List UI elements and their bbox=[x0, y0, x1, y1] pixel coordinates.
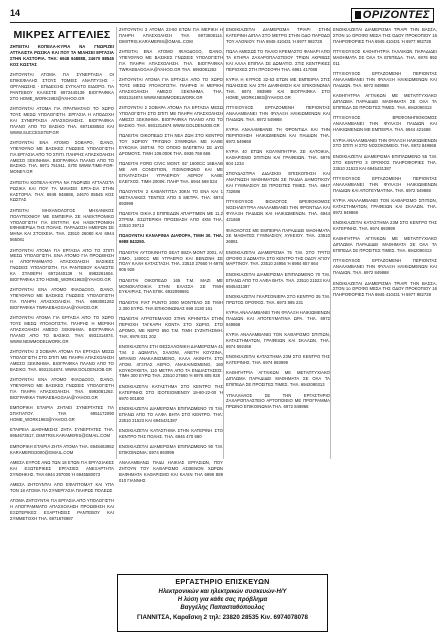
classified-ad: ΑΝΑΛΑΜΒΑΝΩ ΠΑΙΔΙ ΗΛΙΚΙΑΣ ΕΡΓΑΣΙΩΝ, ΠΟΥ ΖΗΤΟΥΝ ΤΟΥ ΚΑΘΑΡΙΣΜΟ ΑΣΘΕΝΟΝ ΧΩΡΩΝ ΒΑΦΗΜΑΤΑ ΚΑΘΑΡΙΣΜΟ ΚΑΙ ΚΑΛΙΝ ΤΗΛ 6998 889 010 ΓΙΑΝΝΗΣ bbox=[119, 460, 223, 484]
classified-ad: ΠΩΛΕΙΤΑΙ FORD CIVIC ΜΟΝΤ. 92' 1600CC 16ΒΑΛΒ ΜΕ AIR CONDITION, ΠΙΣΙΝΟΦΩΝΟ ΚΑΙ ΜΕ ΕΓΚΑΤΑΣΤΑΣΗ ΥΓΡΑΕΡΙΟΥ ΑΕΡΙΟΥ ΚΑΘΕ ΕΛΕΓΧΟΣ. ΤΙΜΗ 2000€. ΠΛΗΡ ΤΗΛ. 6944 568 534 bbox=[119, 161, 223, 184]
classified-ad: ΚΑΘΗΓΗΤΡΙΑ ΑΓΓΛΙΚΩΝ ΜΕ ΜΕΤΑΠΤΥΧΙΑΚΟ ΔΙΠΛΩΜΑ ΠΑΡΑΔΙΔΕΙ ΜΑΘΗΜΑΤΑ ΣΕ ΟΛΑ ΤΑ ΕΠΙΠΕΔΑ ΣΕ ΠΡΟΣΙΤΕΣ ΤΙΜΕΣ. ΤΗΛ. 6942090313 bbox=[333, 236, 437, 254]
classified-ad: ΕΝΟΙΚΙΑΖΕΤΑΙ ΚΑΤΑΣΤΗΜΑ 23Μ ΣΤΟ ΚΕΝΤΡΟ ΤΗΣ ΚΑΤΕΡΙΝΗΣ. ΤΗΛ. 6974 893999 bbox=[333, 220, 437, 231]
classified-ad: ΕΝΟΙΚΙΑΖΕΤΑΙ ΔΙΑΜΕΡΙΣΜΑ ΤΡΙΑΡΙ ΣΤΗΝ ΚΑΤΕΡΙΝΗ ΔΙΠΛΑ ΣΤΟ ΜΕΤΡΟ ΣΤΗΝ ΟΔΟ ΠΑΡΟΔΟ ΤΟΥ ΑΛΟΝΙΟΥ. ΤΗΛ 6945 410431 Ή 6977 982728 bbox=[226, 27, 330, 44]
classified-ad: ΠΩΛΟΥΝΤΑΙ 2 ΚΑΒΑΝΤΙΤΣΑ 30ΚΝ ΤΟ ΕΝΑ ΚΑΙ 1 ΜΕΤΑΛΛΙΚΕΣ ΤΕΝΤΕΣ ΑΠΟ 5 ΜΕΤΡΑ. ΤΗΛ: 6974 893999 bbox=[119, 189, 223, 206]
classified-ad: ΠΩΛΕΙΤΑΙ ΟΙΚΟΠΕΔΟ ΣΤΗ ΝΕΑ ΖΩΗ ΣΤΟ ΚΕΝΤΡΟ ΤΟΥ ΧΩΡΙΟΥ ΤΡΙΓΩΝΟ ΣΥΜΦΩΝΑ ΜΕ ΚΑΘΕ ΕΥΚΟΛΙΑ 150Τ.Μ. ΤΟ ΟΠΟΙΟ ΒΛΕΠΕΤΑΙ ΣΕ ΔΥΟ ΔΡΟΜΟΥΣ. ΤΙΜΗ 108.000€ ΤΗΛ. 6936 768 666 bbox=[119, 133, 223, 156]
classified-ad: ΖΗΤΟΥΝΤΑΙ 3 ΑΤΟΜΑ 23-50 ΕΤΩΝ ΓΙΑ ΜΕΡΙΚΗ Η ΠΛΗΡΗ ΑΠΑΣΧΟΛΗΣΗ ΤΗΛ 6973508114. DIMITRIS.KARAMERIS@GMAIL.COM bbox=[119, 27, 223, 44]
classified-ad: ΠΩΛΕΙΤΑΙ ΑΥΤΟΚΙΝΗΤΟ SEAT IBIZA ΜΟΝΤ 2001, Α/ΣΙΜΟ, 1400CC ΜΕ ΥΓΡΑΕΡΙΟ ΚΑΙ ΒΕΝΖΙΝΗ ΣΕ ΠΟΛΥ ΚΑΛΗ ΚΑΤΑΣΤΑΣΗ. ΤΗΛ. 23510 27660 Ή 6976 805 928 bbox=[119, 249, 223, 273]
classified-ad: ΕΜΠΟΡΙΚΗ ΕΤΑΙΡΙΑ ΖΗΤΑ ΑΤΟΜΑ ΤΗΛ. 6948463952 KARAMERIS2000@GMAIL.COM bbox=[10, 443, 114, 455]
classified-ad: ΖΗΤΟΥΝΤΑΙ ΑΤΟΜΑ ΓΙΑ ΣΥΝΕΡΓΑΣΙΑ ΟΙ ΕΠΙΚΕΦΑΛΗΣ ΣΤΟΥΣ ΤΟΜΕΙΣ ΑΝΑΠΤΥΞΗΣ - ΟΡΓΑΝΩΣΗΣ - ΕΠΙΔΕΙΞΗΣ ΣΥΓΚΑΙΤΟ ΕΙΔΟΡΟ. ΓΙΑ ΡΑΝΤΕΒΟΥ ΚΑΛΕΣΤΕ 6972440139 ΒΙΟΓΡΑΦΙΚΑ ΣΤΟ HOME_WORK1983@YAHOO.GR bbox=[10, 72, 114, 101]
classified-ad: ΕΝΟΙΚΙΑΖΕΤΑΙ ΔΙΑΜΕΡΙΣΜΑ ΤΡΙΑΡΙ ΤΗΝ ΒΑΣΣΑ, ΣΤΟΝ 1ο ΟΡΟΦΟ ΜΕΣΑ ΤΗΣ ΟΔΟΥ ΠΡΟΚΟΠΙΟΥ 16 ΠΛΗΡΟΦΟΡΙΕΣ ΤΗΛ 6945 410431 Ή 6977 982728 bbox=[333, 27, 437, 44]
classified-ad: ΕΝΟΙΚΙΑΖΕΤΑΙ ΔΙΑΜΕΡΙΣΜΑ ΕΠΙΠΛΩΜΕΝΟ 90 Τ.Μ. ΕΠΙΚΟΙΝΩΝΙΑ: 6974 893999 bbox=[119, 444, 223, 456]
classified-ad: ΕΝΟΙΚΙΑΖΕΤΑΙ ΚΑΤΑΣΤΗΜΑ ΣΤΟ ΚΕΝΤΡΟ ΤΗΣ ΚΑΤΕΡΙΝΗΣ ΣΤΟ ΙΣΟΓΕΙΟΜΕΝΟΥ 18-80-22-00 Ή 6970 001800 bbox=[119, 383, 223, 401]
classified-ad: ΚΥΡΙΑ ΑΝΑΛΑΜΒΑΝΕΙ ΤΗΝ ΦΥΛΑΞΗ ΗΛΙΚΙΩΜΕΝΩΝ ΠΑΙΔΙΩΝ ΚΑΙ ΑΠΟΓΕΥΜΑΤΙΝΑ ΩΡΑ. ΤΗΛ. 6972 849868 bbox=[226, 310, 330, 327]
classified-ad: ΕΜΠΟΡΙΚΗ ΕΤΑΙΡΙΑ ΖΗΤΑΕΙ ΣΥΝΕΡΓΑΤΕΣ ΓΙΑ ΣΠΑΤΙΑΤΟΥ. ΤΗΛ 6951172090 HOME_WORK1983@YAHOO.GR bbox=[10, 405, 114, 423]
classified-ad: ΠΤΥΧΙΟΥΧΟΣ ΕΡΓΑΖΟΜΕΝΗ ΠΕΡΙΟΝΤΑΣ ΑΝΑΛΑΜΒΑΝΕΙ ΤΗΝ ΦΥΛΑΞΗ ΗΛΙΚΙΩΜΕΝΩΝ ΚΑΙ ΠΑΙΔΙΩΝ. ΤΗΛ. 6972 849868 bbox=[333, 258, 437, 276]
classified-ad: ΕΝΟΙΚΙΑΖΕΤΑΙ ΚΑΤΑΣΤΗΜΑ 23Μ ΣΤΟ ΚΕΝΤΡΟ ΤΗΣ ΚΑΤΕΡΙΝΗΣ. ΤΗΛ. 6974 893999 bbox=[226, 354, 330, 366]
classified-ad: ΠΤΥΧΙΟΥΧΟΣ ΒΡΕΦΟΝΗΠΙΟΚΟΜΟΣ ΑΝΑΛΑΜΒΑΝΕΙ ΤΗΝ ΦΥΛΑΞΗ ΠΑΙΔΙΩΝ ΚΑΙ ΗΛΙΚΙΩΜΕΝΩΝ ΜΕ ΕΜΠΕΙΡΙΑ. ΤΗΛ. 6944 421668 bbox=[333, 115, 437, 133]
classified-ad: ΕΝΟΙΚΙΑΖΕΤΑΙ ΔΙΑΜΕΡΙΣΜΑ ΕΠΙΠΛΩΜΕΝΟ 70 Τ.Μ. ΕΠΑΝΩ ΑΠΟ ΤΟ ΑΛΦΑ ΒΗΤΑ ΣΤΟ ΚΕΝΤΡΟ. ΤΗΛ: 23510 21523 ΚΑΙ 6945431387 bbox=[119, 405, 223, 423]
classified-ad: ΚΥΡΙΑ ΑΝΑΛΑΜΒΑΝΕΙ ΤΗΝ ΦΥΛΑΞΗ ΗΛΙΚΙΩΜΕΝΩΝ ΣΤΟ ΣΠΙΤΙ Η ΣΤΟ ΝΟΣΟΚΟΜΕΙΟ. ΤΗΛ. 6972 849868 bbox=[333, 137, 437, 149]
classified-ad: ΠΩΛΕΙΤΑΙ FIAT PUNTO 2000 ΜΟΝΤΕΛΟ ΣΕ ΤΙΜΗ 2.300 ΕΥΡΩ. ΤΗΛ ΕΠΙΚΟΙΝΩΝΙΑΣ 699 2130 161 bbox=[119, 299, 223, 311]
classified-ad: ΚΥΡΙΑ 40 ΕΤΩΝ ΚΟΛΥΜΠΗΤΡΙΑ ΣΕ ΚΑΤΟΙΚΙΑ, ΚΑΘΑΡΙΣΜΟ ΣΠΙΤΙΩΝ ΚΑΙ ΓΡΑΦΕΙΩΝ. ΤΗΛ. 6976 804 1234 bbox=[226, 149, 330, 167]
page-number: 14 bbox=[10, 8, 21, 18]
classified-ad: ΖΗΤΟΥΝΤΑΙ 3 ΣΟΒΑΡΑ ΑΤΟΜΑ ΓΙΑ ΕΡΓΑΣΙΑ ΜΕΣΩ ΥΠΟΛΟΓΙΣΤΗ ΣΤΟ ΣΠΙΤΙ ΜΕ ΠΛΗΡΗ ΑΠΑΣΧΟΛΗΣΗ ΑΜΕΣΟ ΞΕΚΙΝΗΜΑ. ΒΙΟΓΡΑΦΙΚΑ ΠΛΑΝΟ ΑΠΟ ΤΟ ΒΑΣΙΚΟ. ΤΗΛ. 6931314874. WWW.GOLDENJOB.GR bbox=[10, 349, 114, 373]
column-divider bbox=[116, 27, 117, 459]
classified-ad: ΠΩΛΑ ΑΜΕΣΩΣ ΤΟ ΠΑΛΙΟ ΚΡΕΜΑΣΤΟ ΦΑΝΑΡΙ ΑΠΟ ΤΑ ΚΤΗΡΙΑ ΖΑΧΑΡΟΠΛΑΣΤΕΙΟΥ ΤΡΙΩΝ ΑΚΡΙΒΩΣ ΚΑΙ ΑΛΛΑ ΕΠΙΠΛΑ ΣΕ ΔΩΜΑΤΙΟ. ΣΤΙΣ ΚΕΝΤΡΙΚΕΣ ΠΕΡΙΟΧΕΣ ΣΤΗ ΠΡΟΣΟΨΗ ΤΗΛ. 6981 417088 bbox=[226, 49, 330, 72]
classified-ad: ΚΥΡΙΑ ΑΝΑΛΑΜΒΑΝΕΙ ΤΟΝ ΚΑΘΑΡΙΣΜΟ ΣΠΙΤΙΩΝ, ΚΑΤΑΣΤΗΜΑΤΩΝ, ΓΡΑΦΕΙΩΝ ΚΑΙ ΣΚΑΛΩΝ. ΤΗΛ. 6974 692468 bbox=[226, 332, 330, 349]
classifieds-column-3 bbox=[226, 27, 330, 459]
classified-ad: ΚΥΡΙΑ ΑΝΑΛΑΜΒΑΝΕΙ ΤΟΝ ΚΑΘΑΡΙΣΜΟ ΣΠΙΤΙΩΝ, ΚΑΤΑΣΤΗΜΑΤΩΝ, ΓΡΑΦΕΙΩΝ ΚΑΙ ΣΚΑΛΩΝ. ΤΗΛ. 6972 849868 bbox=[333, 197, 437, 215]
classified-ad: ΕΝΟΙΚΙΑΖΕΤΑΙ ΔΙΑΜΕΡΙΣΜΑ ΤΡΙΑΡΙ ΤΗΝ ΒΑΣΣΑ, ΣΤΟΝ 1ο ΟΡΟΦΟ ΜΕΣΑ ΤΗΣ ΟΔΟΥ ΠΡΟΚΟΠΙΟΥ 16 ΠΛΗΡΟΦΟΡΙΕΣ ΤΗΛ 6945 410431 Ή 6977 982728 bbox=[333, 280, 437, 298]
classified-ad: ΕΝΟΙΚΙΑΖΕΤΑΙ ΚΑΤΑΣΤΗΜΑ ΣΤΗΝ ΚΑΤΕΡΙΝΗ ΣΤΟ ΚΕΝΤΡΟ ΤΗΣ ΠΟΛΗΣ. ΤΗΛ. 6945 470 680 bbox=[119, 428, 223, 439]
classified-ad: ΖΗΤΕΙΤΑΙ ΜΗΧΑΝΟΛΟΓΟΣ ΜΗΧΑΝΙΚΟΣ ΠΟΛΥΤΕΧΝΙΟΥ ΜΕ ΕΜΠΕΙΡΙΑ ΣΕ ΗΛΕΚΤΡΟΝΙΚΟ ΥΠΟΛΟΓΙΣΤΗ ΓΙΑ ΕΝΤΥΠΗ ΚΑΙ ΗΛΕΚΤΡΟΝΙΚΗ ΕΦΗΜΕΡΙΔΑ ΤΗΣ ΠΟΛΗΣ. ΠΑΡΑΔΟΣΗ ΗΜΕΡΩΝ ΣΕ ΜΗΝΑ ΚΑΙ ΣΤΟΙΧΕΙΑ. ΤΗΛ. 23510 26080 ΚΑΙ 6944 565081 bbox=[10, 207, 114, 243]
classified-ad: ΖΗΤΟΥΝΤΑΙ ΑΤΟΜΑ ΓΙΑ ΕΡΓΑΣΙΑ ΑΠΟ ΤΟ ΧΩΡΟ ΤΟΥΣ ΜΕΣΩ ΥΠΟΛΟΓΙΣΤΗ. ΠΛΗΡΗΣ Η ΜΕΡΙΚΗ ΑΠΑΣΧΟΛΗΣΗ ΑΜΕΣΟ ΞΕΚΙΝΗΜΑ. ΒΙΟΓΡΑΦΙΚΑ ΠΛΑΝΟ ΑΠΟ ΤΟ ΒΑΣΙΚΟ. ΤΗΛ: 6931314874. WWW.NEWMODELWORK.GR bbox=[10, 315, 114, 344]
classified-ad: ΑΜΕΣΑ ΕΥΡΟΣ ΑΝΩ ΤΩΝ 18 ΕΤΩΝ ΓΙΑ ΕΡΓΑΣΙΑΚΕΣ ΚΑΙ ΕΞΩΤΕΡΙΚΕΣ ΕΡΓΑΣΙΕΣ ΑΝΕΞΑΡΤΗΤΑ ΣΥΝΘΗΚΗΣ. ΤΗΛ 6944 297000 Ή 6945580073 bbox=[10, 459, 114, 477]
advert-owner: Βαγγέλης Παπασταθόπουλος bbox=[180, 605, 265, 611]
classified-ad: ΠΤΥΧΙΟΥΧΟΣ ΕΡΓΑΖΟΜΕΝΗ ΠΕΡΙΟΝΤΑΣ ΑΝΑΛΑΜΒΑΝΕΙ ΤΗΝ ΦΥΛΑΞΗ ΗΛΙΚΙΩΜΕΝΩΝ ΚΑΙ ΠΑΙΔΙΩΝ. ΤΗΛ. 6972 849868 bbox=[333, 71, 437, 89]
classified-ad: ΠΤΥΧΙΟΥΧΟΣ ΒΙΟΛΟΓΟΣ ΒΡΕΦΟΚΟΜΟΣ ΝΟΣΗΛΕΥΤΡΙΑ ΑΝΑΛΑΜΒΑΝΕΙ ΤΗΝ ΦΡΟΝΤΙΔΑ ΚΑΙ ΦΥΛΑΞΗ ΠΑΙΔΙΩΝ ΚΑΙ ΗΛΙΚΙΩΜΕΝΩΝ. ΤΗΛ. 6944 421668 bbox=[226, 199, 330, 223]
masthead-title: ΟΡΙΖΟΝΤΕΣ bbox=[362, 9, 430, 21]
classified-ad: ΖΗΤΕΙΤΑΙ ΚΟΠΕΛΑ-ΚΥΡΙΑ ΝΑ ΓΝΩΡΙΖΕΙ ΑΤΤΑΛΙΣΤΑ ΡΩΣΙΚΑ ΚΑΙ ΠΟΥ ΤΑ ΜΙΛΗΣΕΙ ΕΡΓΑΣΙΑ ΣΤΗΝ ΚΑΣΤΟΡΙΑ. ΤΗΛ: 6948 948888, 24670 88545 ΚΟΣ ΚΩΣΤΑΣ bbox=[10, 44, 114, 67]
classified-ad: ΖΗΤΟΥΝΤΑΙ ΑΤΟΜΑ ΓΙΑ ΕΡΓΑΣΙΑ ΑΠΟ ΤΟ ΣΠΙΤΙ ΜΕΣΩ ΥΠΟΛΟΓΙΣΤΗ. ΕΝΑ ΑΤΟΜΟ ΓΙΑ ΠΡΟΩΘΗΣΗ Η ΑΠΟΓΡΑΜΜΑΤΟ ΑΠΑΣΧΟΛΗΣΗ ΒΑΣΙΚΕΣ ΓΝΩΣΕΙΣ ΥΠΟΛΟΓΙΣΤΗ. ΓΙΑ ΡΑΝΤΕΒΟΥ ΚΑΛΕΣΤΕ ΚΑ ΣΤΑΘΕΡΗ 6972440139 Ή 6983261604. ΒΙΟΓΡΑΦΙΚΑ ΣΤΟ HOME_WORK1983@YAHOO.GR bbox=[10, 247, 114, 283]
advert-services: Ηλεκτρονικών και ηλεκτρικών συσκευών-Η/Υ bbox=[158, 589, 287, 595]
classified-ad: ΥΠΑΛΛΗΛΟΣ ΣΕ ΤΗΝ ΕΡΓΑΣΤΗΡΙΟ ΖΑΧΑΡΟΠΛΑΣΤΕΙΟ ΑΡΤΟΠΟΙΕΙΟ ΜΕ ΠΡΟΓΡΑΜΜΑ ΠΡΩΙΝΟ ΕΠΙΚΟΙΝΩΝΙΑ ΤΗΛ. 6972 849868 bbox=[226, 392, 330, 410]
classified-ad: ΠΩΛΟΥΝΤΑΙ ΚΑΝΑΡΙΝΙΑ ΔΙΑΦΟΡΑ, ΤΙΜΗ 30. ΤΗΛ. 6988 843250. bbox=[119, 233, 223, 245]
classified-ad: ΕΝΟΙΚΙΑΖΕΤΑΙ ΔΙΑΜΕΡΙΣΜΑ 75 Τ.Μ. ΣΤΟ ΤΡΙΤΟ ΟΡΟΦΟ 3 ΔΩΜΑΤΙΑ ΣΤΟ ΚΕΝΤΡΟ ΤΗΣ ΟΔΟΥ ΑΓΙΟΥ ΜΑΡΤΙΝΟΥ. ΤΗΛ. 23510 24956 Ή 6984 657 664 bbox=[226, 249, 330, 267]
section-title-box bbox=[10, 28, 114, 42]
classifieds-column-2 bbox=[119, 27, 223, 484]
masthead-mark-icon bbox=[355, 11, 361, 19]
classified-ad: ΑΤΟΜΑ ΖΗΤΟΥΝΤΑΙ ΓΙΑ ΕΡΓΑΣΙΑ ΑΠΟ ΥΠΟΛΟΓΙΣΤΗ Η ΑΠΟΓΡΑΜΜΑΤΟ ΑΠΑΣΧΟΛΗΣΗ ΠΡΟΩΘΗΣΗ ΚΑΙ ΕΞΩΤΕΡΙΚΕΣ ΕΞΑΡΤΗΣΕΙΣ ΡΑΝΤΕΒΟΥ ΚΑΙ ΣΥΜΜΕΤΟΧΗ ΤΗΛ. 6971676987 bbox=[10, 498, 114, 521]
advert-heading: ΕΡΓΑΣΤΗΡΙΟ ΕΠΙΣΚΕΥΩΝ bbox=[175, 577, 270, 586]
repair-shop-advert bbox=[117, 574, 328, 632]
classified-ad: ΚΑΘΗΓΗΤΡΙΑ ΑΓΓΛΙΚΩΝ ΜΕ ΜΕΤΑΠΤΥΧΙΑΚΟ ΔΙΠΛΩΜΑ ΠΑΡΑΔΙΔΕΙ ΜΑΘΗΜΑΤΑ ΣΕ ΟΛΑ ΤΑ ΕΠΙΠΕΔΑ ΣΕ ΠΡΟΣΙΤΕΣ ΤΙΜΕΣ. ΤΗΛ. 6942090313 bbox=[333, 93, 437, 111]
classified-ad: ΖΗΤΕΙΤΑΙ ΕΝΑ ΑΤΟΜΟ ΦΙΛΟΔΟΞΟ, ΙΣΑΝΟ, ΥΠΕΥΘΥΝΟ ΜΕ ΒΑΣΙΚΕΣ ΓΝΩΣΕΙΣ ΥΠΟΛΟΓΙΣΤΗ ΓΙΑ ΠΛΗΡΗ ΑΠΑΣΧΟΛΗΣΗ. ΤΗΛ. ΒΙΟΓΡΑΦΙΚΑ TWRAEBAGGAIA@YAHOO.GR ΤΗΛ. 6993081262 bbox=[119, 49, 223, 72]
classified-ad: ΕΝΟΙΚΙΑΖΕΤΑΙ ΓΚΑΡΣΟΝΙΕΡΑ ΣΤΟ ΚΕΝΤΡΟ 35 Τ.Μ. ΠΡΩΤΟΣ ΟΡΟΦΟΣ. ΤΗΛ. 6973 895 231 bbox=[226, 293, 330, 305]
classified-ad: ΕΝΟΙΚΙΑΖΕΤΑΙ ΔΙΑΜΕΡΙΣΜΑ ΕΠΙΠΛΩΜΕΝΟ 70 Τ.Μ. ΕΠΑΝΩ ΑΠΟ ΤΟ ΑΛΦΑ ΒΗΤΑ. ΤΗΛ. 23510 21523 ΚΑΙ 6945431387 bbox=[226, 271, 330, 289]
classified-ad: ΚΥΡΙΑ Η ΚΥΡΙΟΣ 32-53 ΕΤΩΝ ΜΕ ΕΜΠΕΙΡΙΑ ΣΤΙΣ ΠΩΛΗΣΕΙΣ ΚΑΙ ΣΤΗ ΔΙΑΦΗΜΙΣΗ ΚΑΙ ΕΠΙΚΟΙΝΩΝΙΑ ΤΗΛ. 6974 893999 ΚΑΙ ΒΙΟΓΡΑΦΙΚΑ ΣΤΟ HOME_WORK1983@YAHOO.GR bbox=[226, 77, 330, 100]
classified-ad: ΠΤΥΧΙΟΥΧΟΣ ΕΡΓΑΖΟΜΕΝΗ ΠΕΡΙΟΝΤΑΣ ΑΝΑΛΑΜΒΑΝΕΙ ΤΗΝ ΦΥΛΑΞΗ ΗΛΙΚΙΩΜΕΝΩΝ ΚΑΙ ΠΑΙΔΙΩΝ. ΤΗΛ. 6972 549868 bbox=[226, 105, 330, 122]
classified-ad: ΖΗΤΟΥΝΤΑΙ ΑΤΟΜΑ ΓΙΑ ΕΡΓΑΣΙΑ ΑΠΟ ΤΟ ΧΩΡΟ ΤΟΥΣ ΜΕΣΩ ΥΠΟΛΟΓΙΣΤΗ. ΠΛΗΡΗΣ Η ΜΕΡΙΚΗ ΑΠΑΣΧΟΛΗΣΗ ΑΜΕΣΟ ΞΕΚΙΝΗΜΑ. ΤΗΛ. 6931314874 WWW.NEWMODELWORK.GR bbox=[119, 77, 223, 100]
section-title: ΜΙΚΡΕΣ ΑΓΓΕΛΙΕΣ bbox=[13, 29, 111, 41]
classified-ad: ΠΩΛΕΙΤΑΙ ΟΙΚΟΠΕΔΟ 165 Τ.Μ. ΜΑΖΙ ΜΕ ΜΟΝΟΚΑΤΟΙΚΙΑ ΣΤΗΝ ΕΛΑΣΣΑ ΣΕ ΤΙΜΗ ΕΥΚΑΙΡΙΑΣ. ΤΗΛ ΕΠΙΚ. 6932098691 bbox=[119, 277, 223, 295]
classified-ad: ΦΙΛΟΛΟΓΟΣ ΜΕ ΕΜΠΕΙΡΙΑ ΠΑΡΑΔΙΔΕΙ ΜΑΘΗΜΑΤΑ ΣΕ ΜΑΘΗΤΕΣ ΓΥΜΝΑΣΙΟΥ, ΛΥΚΕΙΟΥ. ΤΗΛ. 23510 26881 bbox=[226, 227, 330, 245]
classifieds-column-4 bbox=[333, 27, 437, 459]
page-header bbox=[10, 8, 434, 23]
classified-ad: ΠΩΛΕΙΤΑΙ ΟΙΚΙΑ 2 ΕΠΙΠΕΔΩΝ ΑΠΑΡΤΙΜΕΝ ΜΕ 11,2 ΣΤΡΕΜ. ΕΣΩΤΕΡΙΚΗ ΠΡΟΣΒΑΣΗ ΑΠΟ 4ΧΜ ΤΗΛ. 23510 39713 bbox=[119, 211, 223, 229]
classified-ad: ΣΠΟΥΔΑΣΤΡΙΑ ΔΙΔΑΣΚΕΙ ΕΠΙΣΚΟΠΗΣΗ ΚΑΙ ΑΝΑΓΝΩΣΗ ΜΑΘΗΜΑΤΩΝ ΣΕ ΠΑΙΔΙΑ ΔΗΜΟΤΙΚΟΥ ΚΑΙ ΓΥΜΝΑΣΙΟΥ ΣΕ ΠΡΟΣΙΤΕΣ ΤΙΜΕΣ. ΤΗΛ. 6947 732686 bbox=[226, 171, 330, 195]
column-divider bbox=[223, 27, 224, 459]
classified-ad: ΖΗΤΟΥΝΤΑΙ ΑΤΟΜΑ ΓΙΑ ΠΡΑΓΜΑΤΑΙΟ ΤΟ ΧΩΡΟ ΤΟΥΣ ΜΕΣΩ ΥΠΟΛΟΓΙΣΤΗ. ΕΡΓΑΣΙΑ Η ΑΠΟΔΟΧΗ ΚΑΙ ΣΥΝΕΡΓΑΣΙΑ ΑΠΑΣΧΟΛΗΣΗΣ. ΒΙΟΓΡΑΦΙΚΑ ΠΛΑΝΟ ΑΠΟ ΤΟ ΒΑΣΙΚΟ ΤΗΛ. 6971838553 ΚΑΙ WWW.SUCCESSTEP.GR bbox=[10, 105, 114, 135]
classified-ad: ΕΤΑΙΡΕΙΑ ΔΙΑΦΗΜΙΣΗΣ ΖΗΤΑ ΣΥΝΕΡΓΑΤΕΣ ΤΗΛ. 6954673517. DIMITRIS.KARAMERIS@GMAIL.COM bbox=[10, 427, 114, 439]
advert-slogan: Η λύση για κάθε σας πρόβλημα bbox=[177, 597, 268, 603]
classified-ad: ΠΤΥΧΙΟΥΧΟΣ ΕΡΓΑΖΟΜΕΝΗ ΠΕΡΙΟΝΤΑΣ ΑΝΑΛΑΜΒΑΝΕΙ ΤΗΝ ΦΥΛΑΞΗ ΗΛΙΚΙΩΜΕΝΩΝ ΠΑΙΔΙΩΝ ΚΑΙ ΑΠΟΓΕΥΜΑΤΙΝΑ. ΤΗΛ. 6972 549868 bbox=[333, 175, 437, 193]
classified-ad: ΖΗΤΕΙΤΑΙ ΚΟΠΕΛΑ-ΚΥΡΙΑ ΝΑ ΓΝΩΡΙΖΕΙ ΑΤΤΑΛΙΣΤΑ ΡΩΣΙΚΑ ΚΑΙ ΠΟΥ ΤΑ ΜΙΛΗΣΕΙ ΕΡΓΑ-ΣΙΑ ΣΤΗΝ ΚΑΣΤΟΡΙΑ. ΤΗΛ: 6948 948888, 24670 85545 ΚΟΣ ΚΩΣΤΑΣ bbox=[10, 179, 114, 203]
advert-contact: ΓΙΑΝΝΙΤΣΑ, Καραΐσκη 2 τηλ: 23820 28535 Κιν. 6974078078 bbox=[137, 614, 308, 621]
classified-ad: ΠΤΥΧΙΟΥΧΟΣ ΚΑΘΗΓΗΤΡΙΑ ΓΑΛΛΙΚΩΝ ΠΑΡΑΔΙΔΕΙ ΜΑΘΗΜΑΤΑ ΣΕ ΟΛΑ ΤΑ ΕΠΙΠΕΔΑ. ΤΗΛ. 6976 892 011 bbox=[333, 49, 437, 66]
masthead bbox=[351, 8, 434, 22]
classified-ad: ΖΗΤΟΥΝΤΑΙ ΕΝΑ ΑΤΟΜΟ ΦΙΛΟΔΟΞΟ, ΙΣΑΝΟ, ΥΠΕΥΘΥΝΟ ΜΕ ΒΑΣΙΚΕΣ ΓΝΩΣΕΙΣ ΥΠΟΛΟΓΙΣΤΗ ΓΙΑ ΠΛΗΡΗ ΑΠΑΣΧΟΛΗΣΗ. ΤΗΛ. 6993081262. ΒΙΟΓΡΑΦΙΚΑ TWRAEBAGGAIA@YAHOO.GR bbox=[10, 377, 114, 401]
classifieds-column-1 bbox=[10, 44, 114, 521]
classified-ad: ΕΝΟΙΚΙΑΖΕΤΑΙ ΣΤΗ ΘΕΣΣΑΛΟΝΙΚΗ ΔΙΑΜΕΡΙΣΜΑ 41 Τ.Μ. 2 ΔΩΜΑΤΙΑ, ΣΑΛΟΝΙ, ΑΝΕΤΗ ΚΟΥΖΙΝΑ, ΜΠΑΝΙΟ ΑΝΑΚΑΙΝΙΣΜΕΝΟ, ΚΑΛΑ ΑΚΙΝΗΤΑ ΣΤΟ ΑΤΟΜ. 4ΓΞΠΑΣ ΑΕΡΙΟ, ΑΝΑΚΑΙΝΙΣΜΕΝΟ, 160 ΚΟΥΚΟΥΚΕΤΑ, 110 ΜΕΤΡΑ ΑΠΟ ΤΑ ΕΝΔΙΑΣΤΑΣΕΙΣ. ΤΙΜΗ 300 ΕΥΡΩ ΤΗΛ. 23510 27660 Ή 6976 805 928 bbox=[119, 343, 223, 379]
classified-ad: ΕΝΟΙΚΙΑΖΕΤΑΙ ΔΙΑΜΕΡΙΣΜΑ ΕΠΙΠΛΩΜΕΝΟ 55 Τ.Μ. ΣΤΟ ΚΕΝΤΡΟ 3 ΟΡΟΦΟΣ ΠΛΗΡΟΦΟΡΙΕΣ ΤΗΛ. 23510 21523 ΚΑΙ 6945431387 bbox=[333, 153, 437, 171]
classified-ad: ΚΑΘΗΓΗΤΡΙΑ ΑΓΓΛΙΚΩΝ ΜΕ ΜΕΤΑΠΤΥΧΙΑΚΟ ΔΙΠΛΩΜΑ ΠΑΡΑΔΙΔΕΙ ΜΑΘΗΜΑΤΑ ΣΕ ΟΛΑ ΤΑ ΕΠΙΠΕΔΑ ΣΕ ΠΡΟΣΙΤΕΣ ΤΙΜΕΣ. ΤΗΛ. 6942090313 bbox=[226, 370, 330, 388]
column-divider bbox=[330, 27, 331, 459]
classified-ad: ΖΗΤΟΥΝΤΑΙ ΕΝΑ ΑΤΟΜΟ ΣΟΒΑΡΟ, ΙΣΑΝΟ, ΥΠΕΥΘΥΝΟ ΜΕ ΒΑΣΙΚΕΣ ΓΝΩΣΕΙΣ ΥΠΟΛΟΓΙΣΤΗ ΓΙΑ ΕΡΓΑΣΙΑ ΑΠΟ ΤΟ ΣΠΙΤΙ. ΠΛΗΡΗΣ ΑΠΑΣΧΟΛΗΣΗ ΑΜΕΣΟ ΞΕΚΙΝΗΜΑ. ΒΙΟΓΡΑΦΙΚΑ ΠΛΑΝΟ ΑΠΟ ΤΟ ΒΑΣΙΚΟ. ΤΗΛ. 6971 751911. SITE WWW.TIME-FOR-MONEY.GR bbox=[10, 139, 114, 175]
classified-ad: ΚΥΡΙΑ ΑΝΑΛΑΜΒΑΝΕΙ ΤΗ ΦΡΟΝΤΙΔΑ ΚΑΙ ΤΗΝ ΠΕΡΙΠΟΙΗΣΗ ΗΛΙΚΙΩΜΕΝΩΝ ΚΑΙ ΠΑΙΔΙΩΝ ΤΗΛ. 6972 549868 bbox=[226, 127, 330, 145]
classified-ad: ΖΗΤΟΥΝΤΑΙ ΕΝΑ ΑΤΟΜΟ ΦΙΛΟΔΟΞΟ, ΙΣΑΝΟ, ΥΠΕΥΘΥΝΟ ΜΕ ΒΑΣΙΚΕΣ ΓΝΩΣΕΙΣ ΥΠΟΛΟΓΙΣΤΗ ΓΙΑ ΠΛΗΡΗ ΑΠΑΣΧΟΛΗΣΗ. ΤΗΛ. 6993081262 ΒΙΟΓΡΑΦΙΚΑ TWRAEBAGGAIA@YAHOO.GR bbox=[10, 287, 114, 311]
classified-ad: ΖΗΤΟΥΝΤΑΙ 2 ΣΟΒΑΡΑ ΑΤΟΜΑ ΓΙΑ ΕΡΓΑΣΙΑ ΜΕΣΩ ΥΠΟΛΟΓΙΣΤΗ ΣΤΟ ΣΠΙΤΙ ΜΕ ΠΛΗΡΗ ΑΠΑΣΧΟΛΗΣΗ ΑΜΕΣΟ ΞΕΚΙΝΗΜΑ. ΒΙΟΓΡΑΦΙΚΑ ΠΛΑΝΟ ΑΠΟ ΤΟ ΒΑΣΙΚΟ. ΤΗΛ. 6931314874 WWW.GOLDENJOB.GR bbox=[119, 105, 223, 128]
classified-ad: ΠΩΛΕΙΤΑΙ ΑΓΡΟΤΕΜΑΧΙΟ ΣΤΗΝ ΚΡΗΝΙΤΣΑ ΣΤΗΝ ΠΕΡΙΟΧΗ ΤΑΓΚΑΡΗ ΚΟΝΤΑ ΣΤΟ ΧΩΡΙΟ, ΣΤΟ ΔΡΟΜΟ, ΜΕ ΝΕΡΟ 650 Τ.Μ. ΤΙΜΗ ΣΥΖΗΤΗΣΙΜΗ. ΤΗΛ: 6978 031 202 bbox=[119, 315, 223, 339]
classified-ad: ΑΜΕΣΑ ΖΗΤΟΥΝΤΑΙ ΑΠΟ ΕΦΑΠΤΟΜΑΤ ΚΑΙ ΥΠΑ ΤΟΝ 18 ΑΤΟΜΑ ΓΙΑ ΣΥΝΕΡΓΑΣΙΑ ΠΛΗΡΩΣ ΠΟΛΕΩΣ bbox=[10, 481, 114, 493]
